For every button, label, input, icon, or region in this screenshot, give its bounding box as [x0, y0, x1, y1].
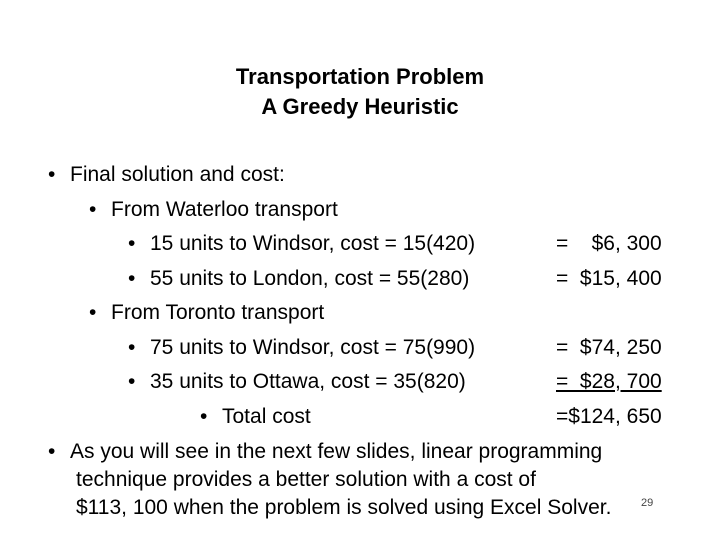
bullet-text: 35 units to Ottawa, cost = 35(820)	[150, 370, 466, 393]
slide-title	[0, 62, 720, 122]
bullet-text: 15 units to Windsor, cost = 15(420)	[150, 232, 476, 255]
note-line-1: As you will see in the next few slides, linear programming	[70, 440, 603, 463]
bullet-icon: •	[128, 267, 136, 290]
bullet-icon: •	[89, 301, 97, 324]
cost-toronto-windsor: = $74, 250	[556, 336, 662, 359]
bullet-final-solution	[48, 162, 285, 188]
bullet-icon: •	[89, 198, 97, 221]
bullet-waterloo-london	[128, 266, 469, 292]
bullet-icon: •	[48, 163, 56, 186]
bullet-icon: •	[200, 405, 208, 428]
cost-waterloo-windsor: = $6, 300	[556, 232, 662, 255]
page-number: 29	[641, 497, 654, 509]
note-line-2: technique provides a better solution with a cost of	[76, 468, 536, 491]
bullet-icon: •	[48, 440, 56, 463]
bullet-toronto-ottawa	[128, 369, 466, 395]
cost-waterloo-london: = $15, 400	[556, 267, 662, 290]
cost-total: =$124, 650	[556, 405, 662, 428]
bullet-toronto-windsor	[128, 335, 475, 361]
bullet-icon: •	[128, 336, 136, 359]
bullet-text: 55 units to London, cost = 55(280)	[150, 267, 470, 290]
bullet-note	[48, 439, 602, 465]
bullet-icon: •	[128, 232, 136, 255]
bullet-text: Final solution and cost:	[70, 163, 285, 186]
bullet-waterloo	[89, 197, 338, 223]
bullet-toronto	[89, 300, 324, 326]
bullet-text: From Waterloo transport	[111, 198, 338, 221]
note-line-3: $113, 100 when the problem is solved using Excel Solver.	[76, 496, 612, 519]
bullet-text: From Toronto transport	[111, 301, 325, 324]
bullet-text: 75 units to Windsor, cost = 75(990)	[150, 336, 476, 359]
bullet-total-cost	[200, 404, 311, 430]
title-line-2: A Greedy Heuristic	[261, 94, 459, 119]
bullet-icon: •	[128, 370, 136, 393]
bullet-text: Total cost	[222, 405, 311, 428]
bullet-waterloo-windsor	[128, 231, 475, 257]
title-line-1: Transportation Problem	[235, 64, 485, 89]
cost-toronto-ottawa: = $28, 700	[556, 370, 662, 393]
